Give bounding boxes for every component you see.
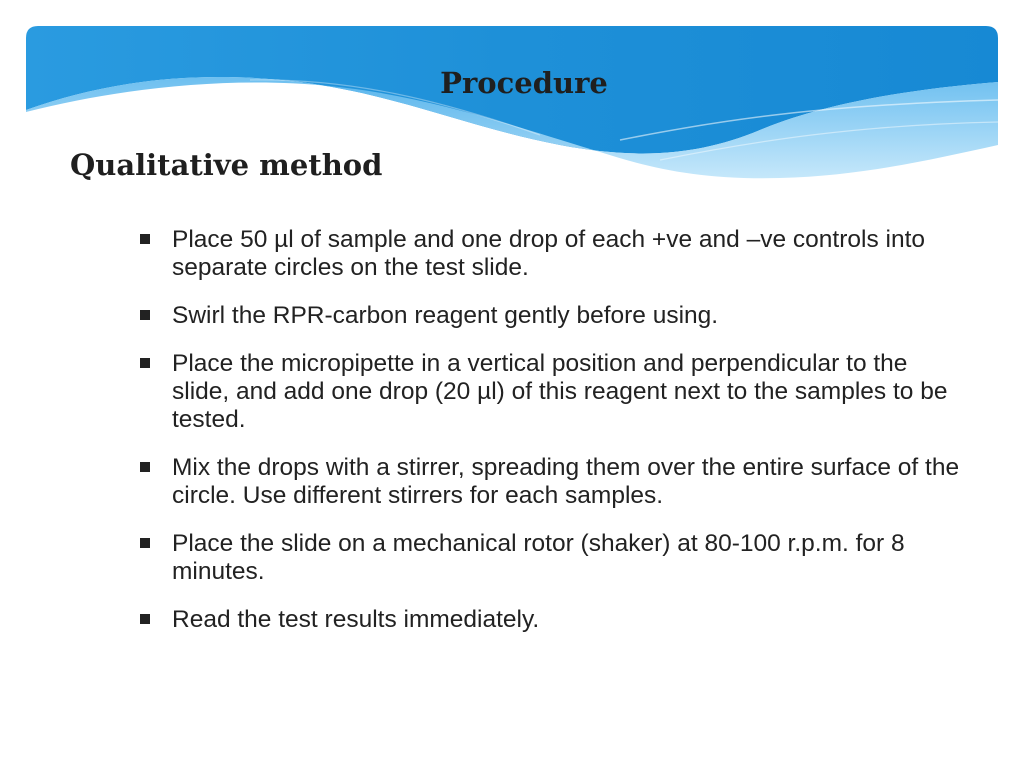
list-item <box>138 606 968 634</box>
list-item <box>138 226 968 282</box>
list-item <box>138 350 968 434</box>
square-bullet-icon <box>140 462 150 472</box>
square-bullet-icon <box>140 358 150 368</box>
list-item-text: Place 50 µl of sample and one drop of each +ve and –ve controls into separate circles on the test slide. <box>172 226 926 281</box>
square-bullet-icon <box>140 310 150 320</box>
square-bullet-icon <box>140 614 150 624</box>
list-item-text: Read the test results immediately. <box>172 606 540 633</box>
slide-title: Procedure <box>440 66 608 100</box>
list-item-text: Place the micropipette in a vertical position and perpendicular to the slide, and add one drop (20 µl) of this reagent next to the samples to be tested. <box>172 350 948 433</box>
list-item <box>138 530 968 586</box>
square-bullet-icon <box>140 234 150 244</box>
section-heading: Qualitative method <box>70 148 383 182</box>
list-item-text: Swirl the RPR-carbon reagent gently before using. <box>172 302 719 329</box>
list-item <box>138 454 968 510</box>
list-item-text: Mix the drops with a stirrer, spreading them over the entire surface of the circle. Use different stirrers for each samples. <box>172 454 960 509</box>
list-item-text: Place the slide on a mechanical rotor (shaker) at 80-100 r.p.m. for 8 minutes. <box>172 530 905 585</box>
procedure-list <box>138 226 968 654</box>
list-item <box>138 302 968 330</box>
square-bullet-icon <box>140 538 150 548</box>
